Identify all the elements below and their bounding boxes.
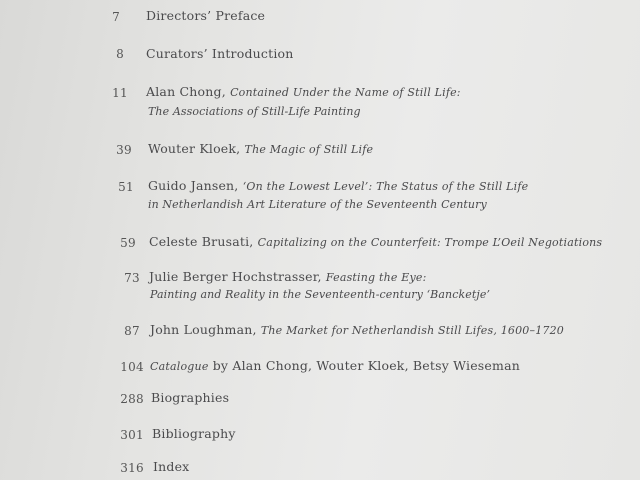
page-number: 288 (120, 392, 144, 406)
entry-title: Biographies (151, 390, 230, 405)
entry-title: Directors’ Preface (146, 8, 266, 23)
essay-title: The Magic of Still Life (244, 143, 374, 156)
entry-lead: Catalogue (150, 360, 209, 373)
entry-title: Curators’ Introduction (146, 46, 294, 61)
entry-line (149, 234, 602, 249)
essay-title: Contained Under the Name of Still Life: (230, 86, 461, 99)
entry-line (146, 84, 461, 99)
entry-line (150, 358, 520, 373)
page-number: 51 (118, 180, 134, 194)
page-number: 73 (124, 271, 140, 285)
essay-title: ‘On the Lowest Level’: The Status of the Still Life (242, 180, 529, 193)
page-number: 316 (120, 461, 144, 475)
essay-title-continued: The Associations of Still-Life Painting (148, 105, 361, 118)
essay-title: Capitalizing on the Counterfeit: Trompe L’Oeil Negotiations (257, 236, 603, 249)
author-name: Alan Chong, (146, 84, 226, 99)
page-number: 8 (116, 47, 124, 61)
essay-title-continued: Painting and Reality in the Seventeenth-century ‘Bancketje’ (150, 288, 491, 301)
author-name: John Loughman, (150, 322, 257, 337)
author-name: Celeste Brusati, (149, 234, 254, 249)
entry-line (148, 178, 528, 193)
page-number: 11 (112, 86, 128, 100)
entry-line (149, 269, 427, 284)
entry-title: Bibliography (152, 426, 236, 441)
page-number: 59 (120, 236, 136, 250)
entry-title: Index (153, 459, 190, 474)
entry-title: by Alan Chong, Wouter Kloek, Betsy Wieseman (212, 358, 520, 373)
author-name: Wouter Kloek, (148, 141, 241, 156)
page-number: 87 (124, 324, 140, 338)
page-number: 7 (112, 10, 120, 24)
page-number: 104 (120, 360, 144, 374)
essay-title-continued: in Netherlandish Art Literature of the Seventeenth Century (148, 198, 487, 211)
author-name: Julie Berger Hochstrasser, (149, 269, 322, 284)
page-number: 301 (120, 428, 144, 442)
author-name: Guido Jansen, (148, 178, 239, 193)
entry-line (150, 322, 564, 337)
entry-line (148, 141, 373, 156)
essay-title: Feasting the Eye: (325, 271, 427, 284)
essay-title: The Market for Netherlandish Still Lifes, 1600–1720 (260, 324, 564, 337)
page-number: 39 (116, 143, 132, 157)
